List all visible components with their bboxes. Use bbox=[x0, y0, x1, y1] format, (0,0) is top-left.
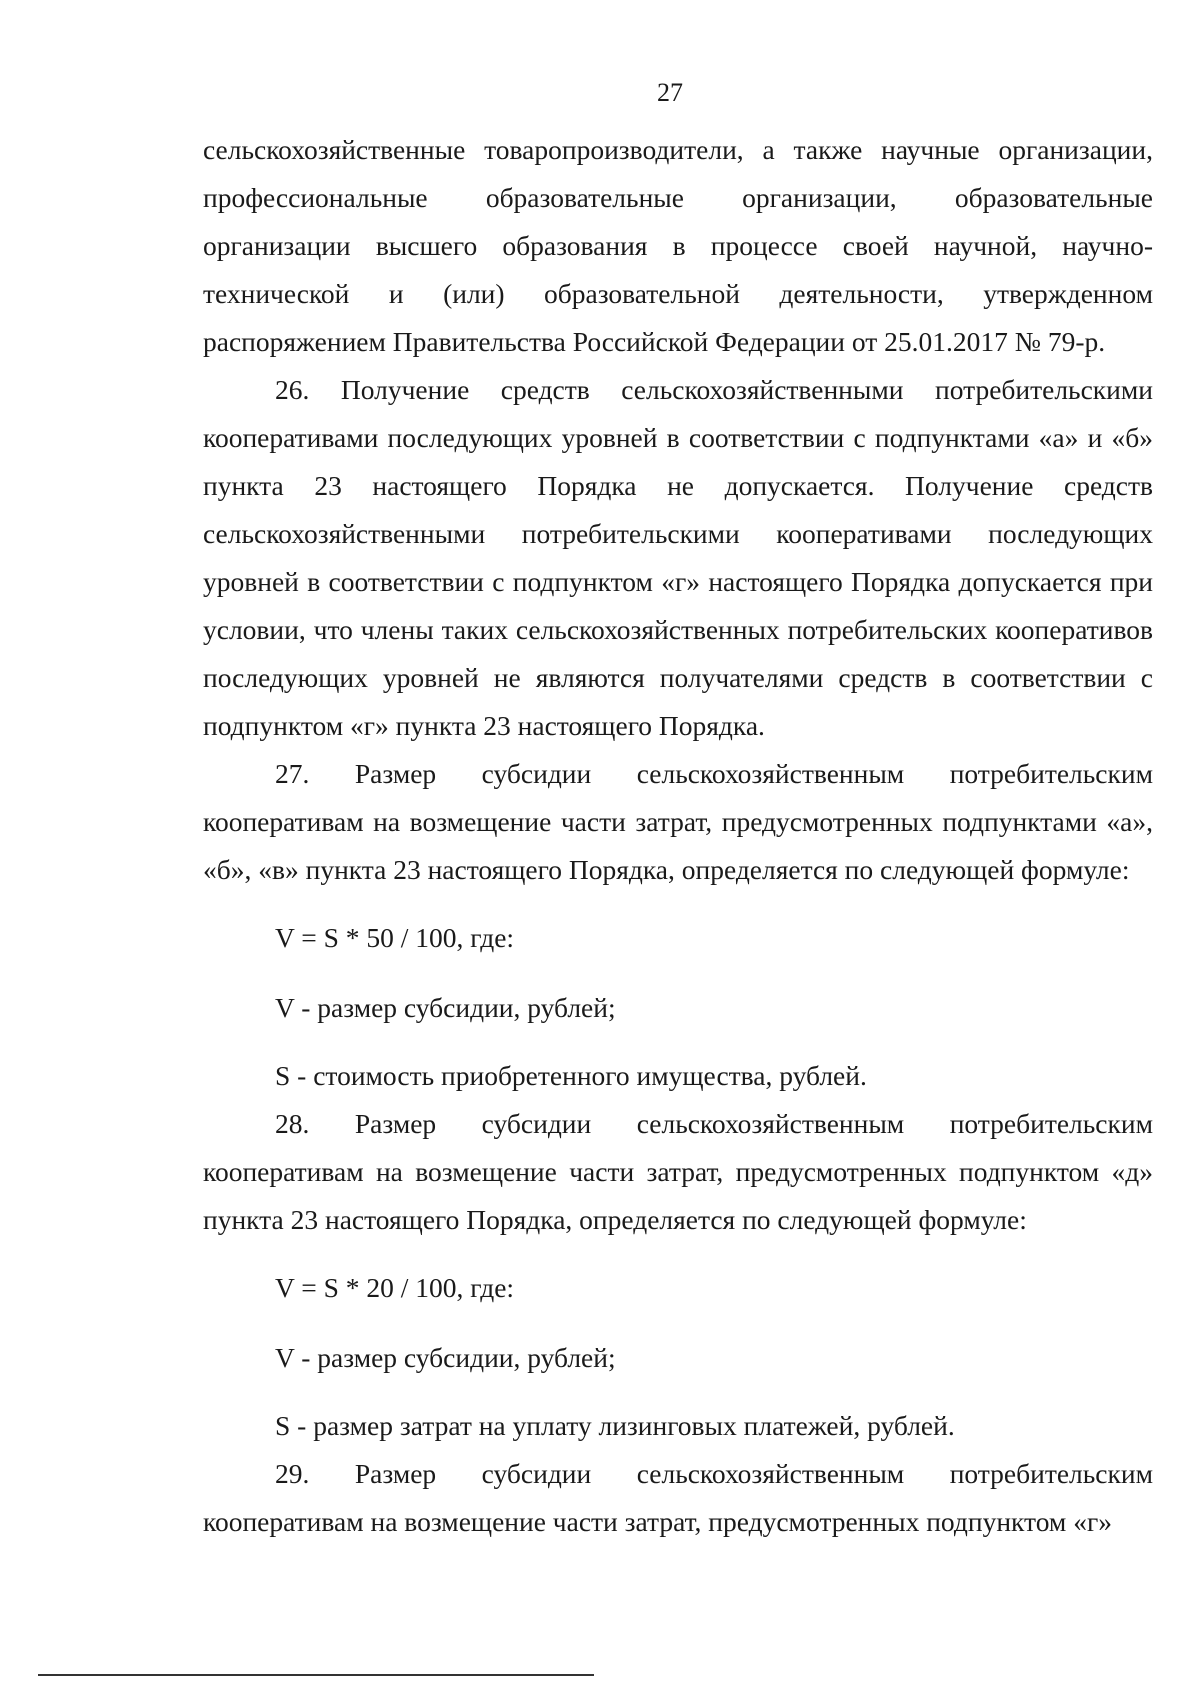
paragraph-29: 29. Размер субсидии сельскохозяйственным потребительским кооперативам на возмещение части затрат, предусмотренных подпунктом «г» bbox=[203, 1458, 1153, 1537]
formula-28: V = S * 20 / 100, где: bbox=[275, 1272, 515, 1303]
paragraph-26: 26. Получение средств сельскохозяйственными потребительскими кооперативами последующих уровней в соответствии с подпунктами «а» и «б» пункта 23 настоящего Порядка не допускается. Получение средств сельскохозяйственными потребительскими кооперативами последующих уровней в соответствии с подпунктом «г» настоящего Порядка допускается при условии, что члены таких сельскохозяйственных потребительских кооперативов последующих уровней не являются получателями средств в соответствии с подпунктом «г» пункта 23 настоящего Порядка. bbox=[203, 374, 1153, 741]
formula-27-s-definition: S - стоимость приобретенного имущества, рублей. bbox=[275, 1060, 867, 1091]
page-bottom-rule bbox=[38, 1674, 594, 1676]
paragraph-27: 27. Размер субсидии сельскохозяйственным потребительским кооперативам на возмещение части затрат, предусмотренных подпунктами «а», «б», «в» пункта 23 настоящего Порядка, определяется по следующей формуле: bbox=[203, 758, 1153, 885]
paragraph-28: 28. Размер субсидии сельскохозяйственным потребительским кооперативам на возмещение части затрат, предусмотренных подпунктом «д» пункта 23 настоящего Порядка, определяется по следующей формуле: bbox=[203, 1108, 1153, 1235]
formula-28-v-definition: V - размер субсидии, рублей; bbox=[275, 1342, 616, 1373]
formula-27-v-definition: V - размер субсидии, рублей; bbox=[275, 992, 616, 1023]
document-body bbox=[203, 126, 1153, 1546]
formula-27: V = S * 50 / 100, где: bbox=[275, 922, 515, 953]
paragraph-intro: сельскохозяйственные товаропроизводители, а также научные организации, профессиональные образовательные организации, образовательные организации высшего образования в процессе своей научной, научно-технической и (или) образовательной деятельности, утвержденном распоряжением Правительства Российской Федерации от 25.01.2017 № 79-р. bbox=[203, 134, 1153, 357]
formula-28-s-definition: S - размер затрат на уплату лизинговых платежей, рублей. bbox=[275, 1410, 955, 1441]
page-number: 27 bbox=[657, 78, 683, 107]
